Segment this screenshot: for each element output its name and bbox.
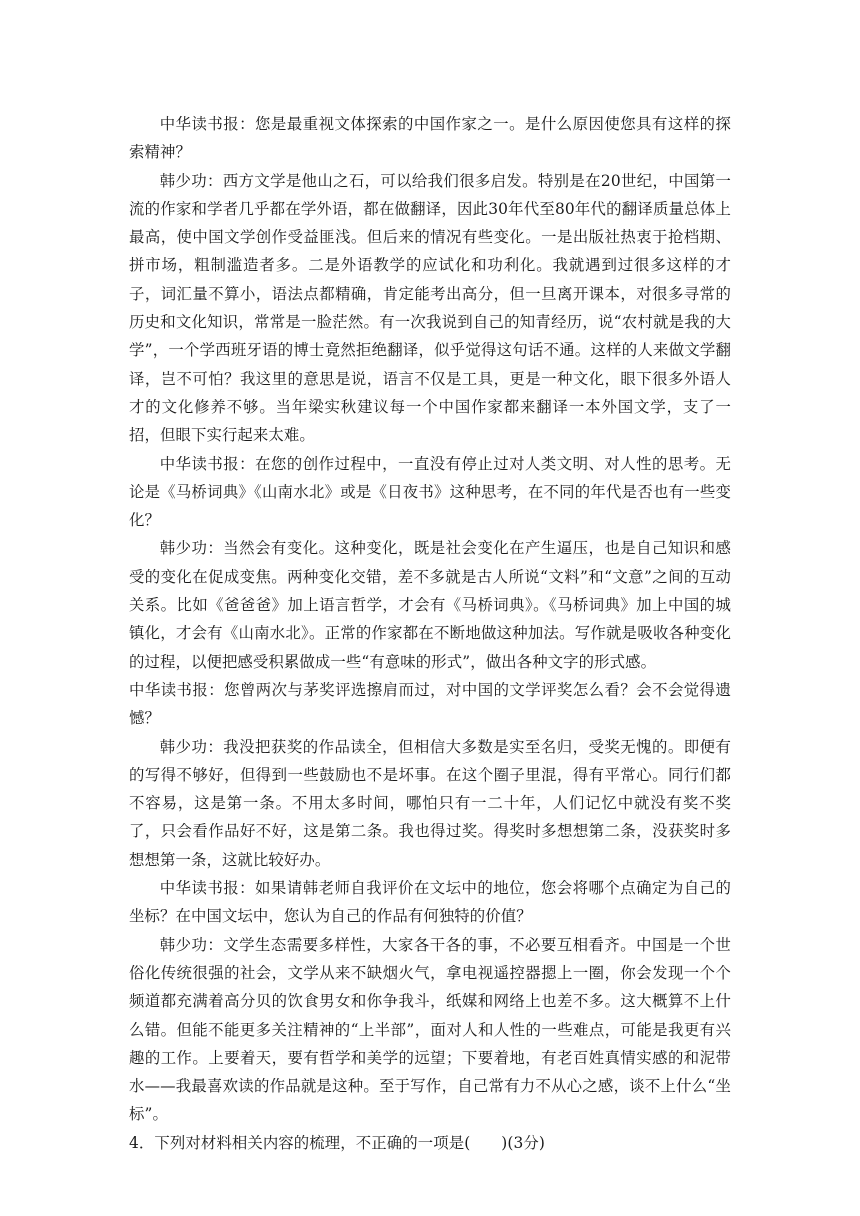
exam-question-4: 4．下列对材料相关内容的梳理，不正确的一项是( )(3分) <box>129 1133 545 1152</box>
interview-answer-3: 韩少功：我没把获奖的作品读全，但相信大多数是实至名归，受奖无愧的。即便有的写得不够好，但得到一些鼓励也不是坏事。在这个圈子里混，得有平常心。同行们都不容易，这是第一条。不用太多时间，哪怕只有一二十年，人们记忆中就没有奖不奖了，只会看作品好不好，这是第二条。我也得过奖。得奖时多想想第二条，没获奖时多想想第一条，这就比较好办。 <box>129 737 731 869</box>
article-body <box>129 110 731 1157</box>
interview-answer-4: 韩少功：文学生态需要多样性，大家各干各的事，不必要互相看齐。中国是一个世俗化传统很强的社会，文学从来不缺烟火气，拿电视遥控器摁上一圈，你会发现一个个频道都充满着高分贝的饮食男女和你争我斗，纸媒和网络上也差不多。这大概算不上什么错。但能不能更多关注精神的“上半部”，面对人和人性的一些难点，可能是我更有兴趣的工作。上要着天，要有哲学和美学的远望；下要着地，有老百姓真情实感的和泥带水——我最喜欢读的作品就是这种。至于写作，自己常有力不从心之感，谈不上什么“坐标”。 <box>129 935 731 1124</box>
interview-answer-2: 韩少功：当然会有变化。这种变化，既是社会变化在产生逼压，也是自己知识和感受的变化在促成变焦。两种变化交错，差不多就是古人所说“文料”和“文意”之间的互动关系。比如《爸爸爸》加上语言哲学，才会有《马桥词典》。《马桥词典》加上中国的城镇化，才会有《山南水北》。正常的作家都在不断地做这种加法。写作就是吸收各种变化的过程，以便把感受积累做成一些“有意味的形式”，做出各种文字的形式感。 <box>129 539 731 671</box>
interview-question-3: 中华读书报：您曾两次与茅奖评选擦肩而过，对中国的文学评奖怎么看？会不会觉得遗憾？ <box>129 680 731 728</box>
interview-question-1: 中华读书报：您是最重视文体探索的中国作家之一。是什么原因使您具有这样的探索精神？ <box>129 115 731 162</box>
interview-question-4: 中华读书报：如果请韩老师自我评价在文坛中的地位，您会将哪个点确定为自己的坐标？在中国文坛中，您认为自己的作品有何独特的价值？ <box>129 879 731 926</box>
interview-answer-1: 韩少功：西方文学是他山之石，可以给我们很多启发。特别是在20世纪，中国第一流的作家和学者几乎都在学外语，都在做翻译，因此30年代至80年代的翻译质量总体上最高，使中国文学创作受益匪浅。但后来的情况有些变化。一是出版社热衷于抢档期、拼市场，粗制滥造者多。二是外语教学的应试化和功利化。我就遇到过很多这样的才子，词汇量不算小，语法点都精确，肯定能考出高分，但一旦离开课本，对很多寻常的历史和文化知识，常常是一脸茫然。有一次我说到自己的知青经历，说“农村就是我的大学”，一个学西班牙语的博士竟然拒绝翻译，似乎觉得这句话不通。这样的人来做文学翻译，岂不可怕？我这里的意思是说，语言不仅是工具，更是一种文化，眼下很多外语人才的文化修养不够。当年梁实秋建议每一个中国作家都来翻译一本外国文学，支了一招，但眼下实行起来太难。 <box>129 171 731 445</box>
interview-question-2: 中华读书报：在您的创作过程中，一直没有停止过对人类文明、对人性的思考。无论是《马桥词典》《山南水北》或是《日夜书》这种思考，在不同的年代是否也有一些变化？ <box>129 454 731 530</box>
